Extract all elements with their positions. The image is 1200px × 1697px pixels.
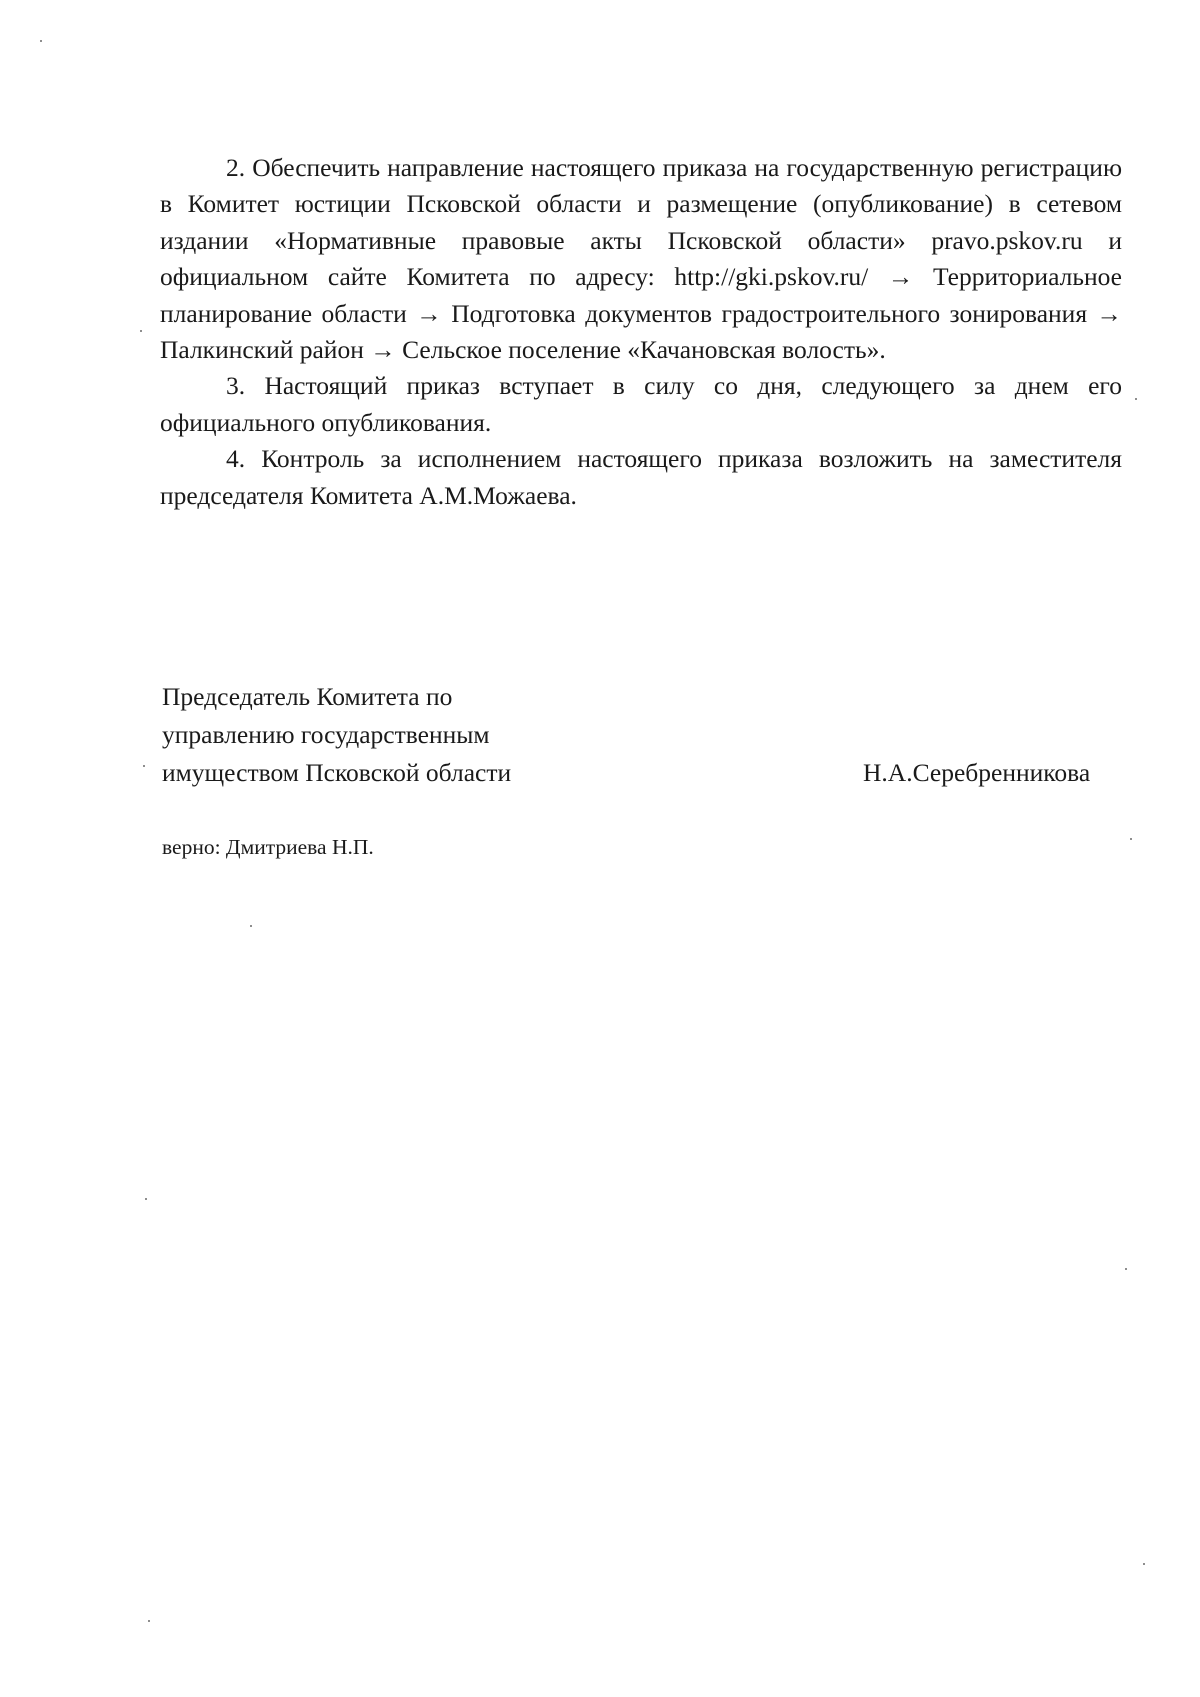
scan-speck — [145, 1198, 147, 1200]
signatory-position-line: Председатель Комитета по — [162, 682, 453, 711]
scan-speck — [143, 765, 145, 767]
document-body — [160, 150, 1122, 514]
scan-speck — [250, 925, 252, 927]
scan-speck — [1135, 398, 1137, 400]
signatory-name: Н.А.Серебренникова — [863, 758, 1091, 787]
paragraph-3: 3. Настоящий приказ вступает в силу со дня, следующего за днем его официального опубликования. — [160, 371, 1122, 437]
scan-speck — [1130, 838, 1132, 840]
copy-certification-note: верно: Дмитриева Н.П. — [162, 835, 374, 859]
signatory-position-line: управлению государственным — [162, 720, 490, 749]
scan-speck — [148, 1620, 150, 1622]
paragraph-4: 4. Контроль за исполнением настоящего приказа возложить на заместителя председателя Комитета А.М.Можаева. — [160, 444, 1122, 510]
signatory-position-line: имуществом Псковской области — [162, 758, 512, 787]
signatory-position — [162, 678, 511, 792]
scan-speck — [1125, 1268, 1127, 1270]
scan-speck — [40, 40, 42, 42]
scan-speck — [140, 330, 142, 332]
scan-speck — [1143, 1563, 1145, 1565]
paragraph-2: 2. Обеспечить направление настоящего приказа на государственную регистрацию в Комитет юстиции Псковской области и размещение (опубликование) в сетевом издании «Нормативные правовые акты Псковской области» pravo.pskov.ru и официальном сайте Комитета по адресу: http://gki.pskov.ru/ → Территориальное планирование области → Подготовка документов градостроительного зонирования → Палкинский район → Сельское поселение «Качановская волость». — [160, 153, 1122, 365]
